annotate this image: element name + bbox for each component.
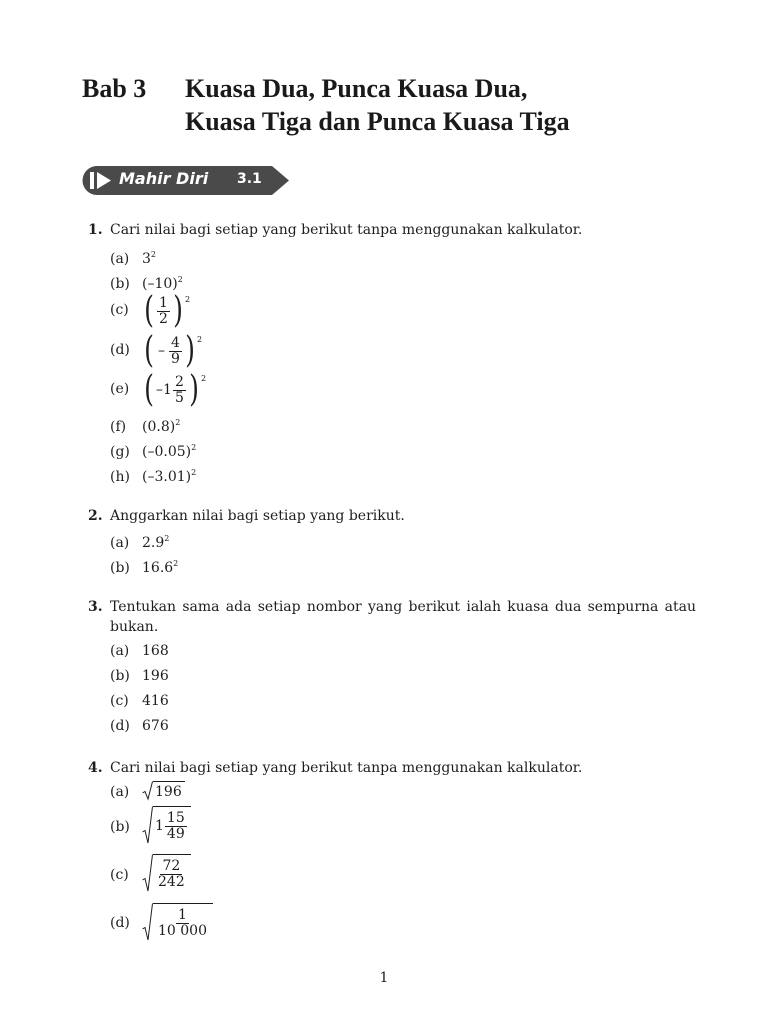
- list-item: (h) $(-3.01)^2$: [110, 468, 197, 485]
- list-item: (f) $(0.8)^2$: [110, 418, 181, 435]
- mahir-diri-badge: [82, 165, 292, 196]
- list-item: (a) $3^2$: [110, 250, 157, 267]
- radical-icon: [142, 781, 153, 801]
- list-item: (a) 168: [110, 643, 169, 659]
- question-number: 3.: [88, 599, 103, 615]
- radical-icon: [142, 903, 153, 941]
- question-stem: Tentukan sama ada setiap nombor yang berikut ialah kuasa dua sempurna atau bukan.: [110, 599, 696, 635]
- badge-name: Mahir Diri: [119, 169, 209, 188]
- radical-icon: [142, 854, 153, 892]
- list-item: (b): [110, 819, 130, 835]
- list-item: (a) $2.9^2$: [110, 534, 170, 551]
- list-item: (e): [110, 381, 130, 397]
- question-stem: Cari nilai bagi setiap yang berikut tanpa menggunakan kalkulator.: [110, 760, 583, 776]
- badge-number: 3.1: [237, 171, 262, 187]
- list-item: (b) 16.6$^2$: [110, 559, 179, 576]
- square-root-expression: 196: [142, 781, 185, 801]
- list-item: (b) $(-10)^2$: [110, 275, 183, 292]
- question-stem: Cari nilai bagi setiap yang berikut tanpa menggunakan kalkulator.: [110, 222, 583, 238]
- radical-icon: [142, 806, 153, 844]
- page-number: 1: [379, 970, 389, 986]
- chapter-title-line-1: Kuasa Dua, Punca Kuasa Dua,: [185, 74, 528, 103]
- square-root-expression: $\frac{1}{10 000}$: [142, 903, 213, 941]
- list-item: (a): [110, 784, 130, 800]
- list-item: (c): [110, 302, 129, 318]
- question-stem: Anggarkan nilai bagi setiap yang berikut.: [110, 508, 405, 524]
- list-item: (d): [110, 342, 130, 358]
- list-item: (d): [110, 915, 130, 931]
- question-number: 4.: [88, 760, 103, 776]
- fraction-expression: ( – $\frac{4}{9}$ ) 2: [144, 330, 203, 371]
- list-item: (d) 676: [110, 718, 169, 734]
- list-item: (c) 416: [110, 693, 169, 709]
- question-number: 1.: [88, 222, 103, 238]
- play-bar-icon: [90, 172, 94, 189]
- square-root-expression: $\frac{72}{242}$: [142, 854, 191, 892]
- chapter-label: Bab 3: [82, 74, 147, 103]
- list-item: (b) 196: [110, 668, 169, 684]
- square-root-expression: 1 $\frac{15}{49}$: [142, 806, 191, 844]
- list-item: (g) $(-0.05)^2$: [110, 443, 197, 460]
- fraction-expression: ( $\frac{1}{2}$ ) 2: [144, 290, 191, 331]
- chapter-title-line-2: Kuasa Tiga dan Punca Kuasa Tiga: [185, 107, 570, 136]
- question-number: 2.: [88, 508, 103, 524]
- fraction-expression: ( – 1 $\frac{2}{5}$ ) 2: [144, 369, 207, 410]
- list-item: (c): [110, 867, 129, 883]
